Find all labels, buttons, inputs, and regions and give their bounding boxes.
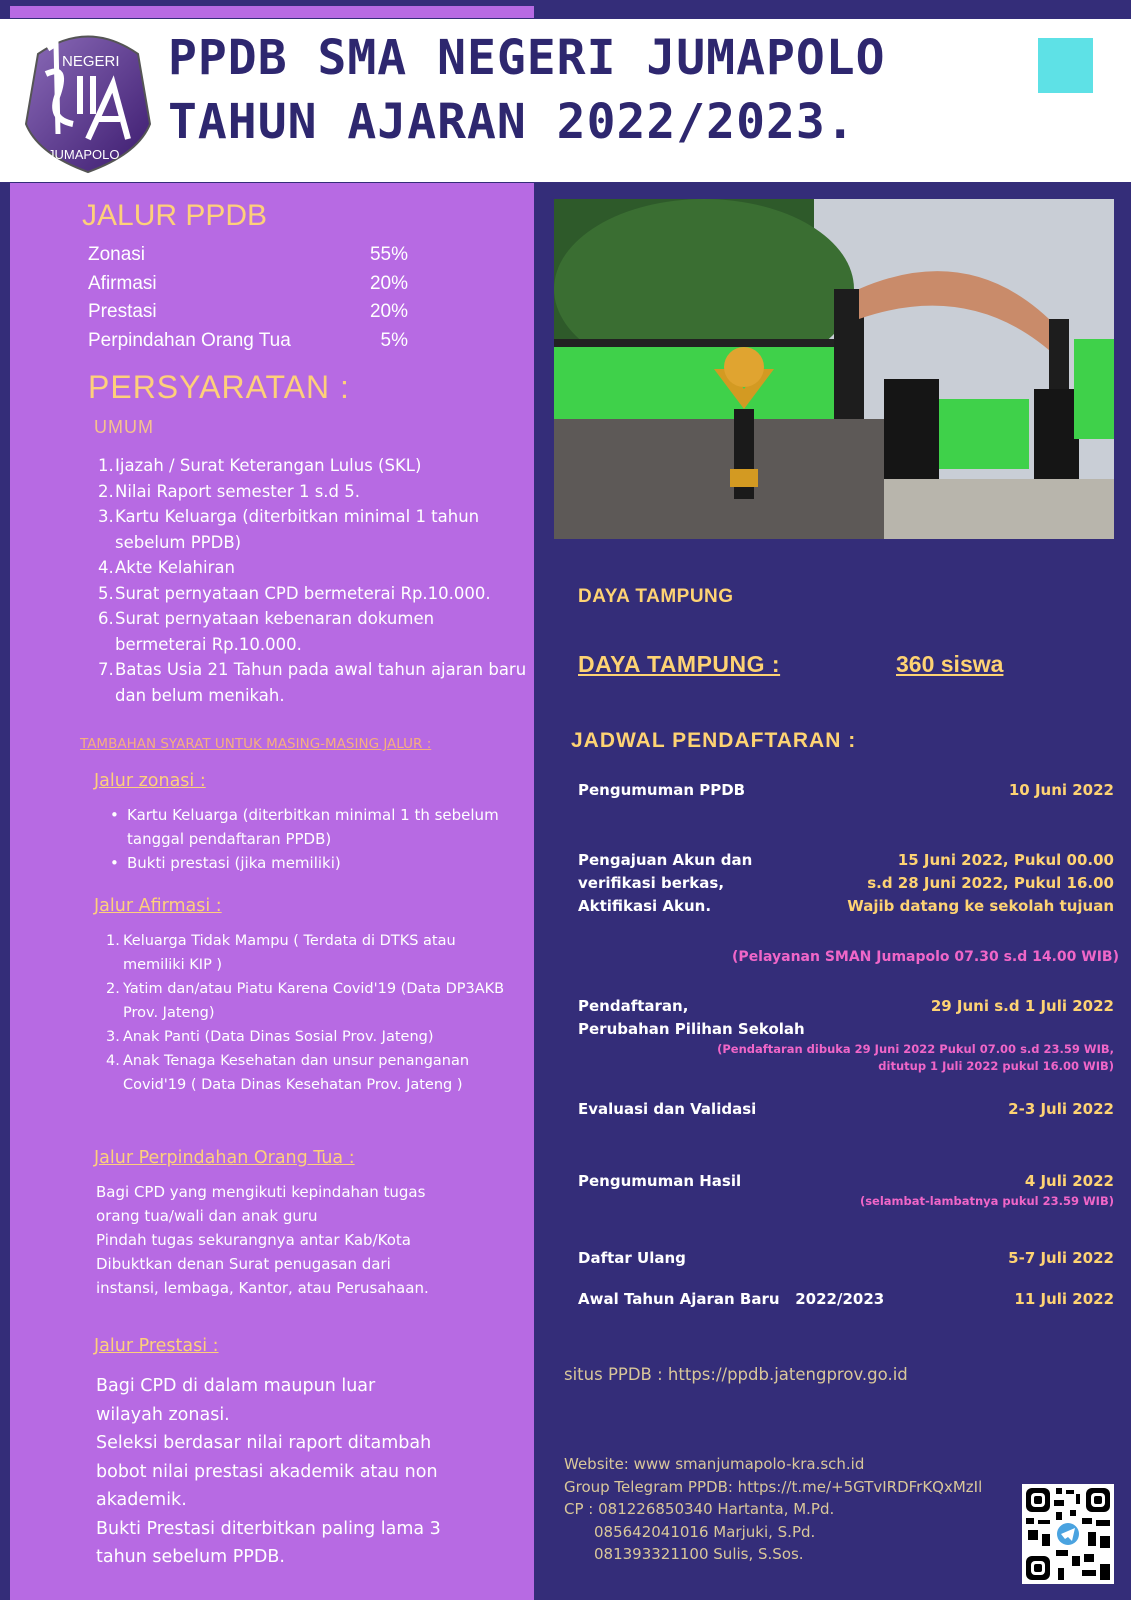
zonasi-list xyxy=(110,803,500,875)
list-item: 6. Surat pernyataan kebenaran dokumen bermeterai Rp.10.000. xyxy=(98,609,435,654)
schedule-label: Awal Tahun Ajaran Baru 2022/2023 xyxy=(578,1290,885,1308)
list-item: 3. Anak Panti (Data Dinas Sosial Prov. Jateng) xyxy=(106,1029,434,1045)
schedule-date: 15 Juni 2022, Pukul 00.00 s.d 28 Juni 2022, Pukul 16.00 Wajib datang ke sekolah tujuan xyxy=(847,851,1114,915)
jalur-perpindahan-title: Jalur Perpindahan Orang Tua : xyxy=(94,1148,355,1168)
jalur-afirmasi-title: Jalur Afirmasi : xyxy=(94,896,222,916)
pelayanan-note: (Pelayanan SMAN Jumapolo 07.30 s.d 14.00 WIB) xyxy=(732,949,1119,965)
page-title xyxy=(168,26,886,154)
situs-ppdb-link[interactable]: situs PPDB : https://ppdb.jatengprov.go.id xyxy=(564,1365,908,1384)
list-item: • Bukti prestasi (jika memiliki) xyxy=(110,854,341,872)
umum-label: UMUM xyxy=(94,417,154,437)
schedule-label: Pengumuman Hasil xyxy=(578,1172,742,1190)
daya-tampung-value: 360 siswa xyxy=(896,651,1004,677)
requirements-column xyxy=(10,183,534,1600)
schedule-note: (selambat-lambatnya pukul 23.59 WIB) xyxy=(859,1194,1114,1208)
list-item: 1. Keluarga Tidak Mampu ( Terdata di DTKS atau memiliki KIP ) xyxy=(106,933,456,973)
prestasi-text: Bagi CPD di dalam maupun luar wilayah zonasi. Seleksi berdasar nilai raport ditambah bobot nilai prestasi akademik atau non akademik. Bukti Prestasi diterbitkan paling lama 3 tahun sebelum PPDB. xyxy=(96,1376,441,1567)
list-item: 7. Batas Usia 21 Tahun pada awal tahun ajaran baru dan belum menikah. xyxy=(98,660,527,705)
jalur-zonasi-title: Jalur zonasi : xyxy=(94,771,206,791)
contact-person-1: CP : 081226850340 Hartanta, M.Pd. xyxy=(564,1500,835,1518)
jalur-row: Afirmasi 20% xyxy=(88,272,408,294)
afirmasi-list xyxy=(106,929,516,1097)
list-item: 3. Kartu Keluarga (diterbitkan minimal 1 tahun sebelum PPDB) xyxy=(98,507,480,552)
jadwal-title: JADWAL PENDAFTARAN : xyxy=(571,729,857,752)
list-item: 2. Yatim dan/atau Piatu Karena Covid'19 (Data DP3AKB Prov. Jateng) xyxy=(106,981,505,1021)
jalur-prestasi-title: Jalur Prestasi : xyxy=(94,1336,219,1356)
teal-accent-square xyxy=(1038,38,1093,93)
schedule-label: Pendaftaran, Perubahan Pilihan Sekolah xyxy=(578,997,805,1038)
contact-person-3: 081393321100 Sulis, S.Sos. xyxy=(594,1545,804,1563)
list-item: 1. Ijazah / Surat Keterangan Lulus (SKL) xyxy=(98,456,422,475)
website-link[interactable]: Website: www smanjumapolo-kra.sch.id xyxy=(564,1455,865,1473)
schedule-date: 10 Juni 2022 xyxy=(1008,781,1114,799)
school-logo xyxy=(18,24,158,174)
contact-info xyxy=(564,1453,982,1566)
perpindahan-text: Bagi CPD yang mengikuti kepindahan tugas orang tua/wali dan anak guru Pindah tugas sekurangnya antar Kab/Kota Dibuktkan denan Surat penugasan dari instansi, lembaga, Kantor, atau Perusahaan. xyxy=(96,1183,429,1297)
daya-tampung-label: DAYA TAMPUNG : xyxy=(578,651,781,677)
title-line-2: TAHUN AJARAN 2022/2023. xyxy=(168,94,856,150)
school-gate-photo xyxy=(554,199,1114,539)
umum-requirements-list xyxy=(98,453,528,708)
daya-tampung-heading: DAYA TAMPUNG xyxy=(578,586,734,607)
list-item: • Kartu Keluarga (diterbitkan minimal 1 th sebelum tanggal pendaftaran PPDB) xyxy=(110,806,499,848)
schedule-date: 2-3 Juli 2022 xyxy=(1008,1100,1114,1118)
jalur-row: Perpindahan Orang Tua 5% xyxy=(88,329,408,351)
schedule-label: Daftar Ulang xyxy=(578,1249,686,1267)
contact-person-2: 085642041016 Marjuki, S.Pd. xyxy=(594,1522,816,1541)
schedule-label: Pengumuman PPDB xyxy=(578,781,746,799)
schedule-date: 4 Juli 2022 xyxy=(1024,1172,1114,1190)
list-item: 4. Akte Kelahiran xyxy=(98,558,235,577)
schedule-label: Pengajuan Akun dan verifikasi berkas, Aktifikasi Akun. xyxy=(578,851,753,915)
schedule-date: 29 Juni s.d 1 Juli 2022 xyxy=(930,997,1114,1015)
jalur-row: Zonasi 55% xyxy=(88,244,408,265)
logo-negeri-text: NEGERI xyxy=(62,53,120,70)
jalur-row: Prestasi 20% xyxy=(88,301,408,322)
list-item: 5. Surat pernyataan CPD bermeterai Rp.10.000. xyxy=(98,583,491,603)
logo-jumapolo-text: JUMAPOLO xyxy=(48,147,120,162)
telegram-qr-code[interactable] xyxy=(1022,1484,1114,1584)
schedule-label: Evaluasi dan Validasi xyxy=(578,1100,757,1118)
schedule-date: 11 Juli 2022 xyxy=(1014,1290,1114,1308)
tambahan-syarat-heading: TAMBAHAN SYARAT UNTUK MASING-MASING JALUR : xyxy=(80,736,432,752)
persyaratan-title: PERSYARATAN : xyxy=(88,369,350,405)
top-accent-strip xyxy=(10,6,534,18)
title-line-1: PPDB SMA NEGERI JUMAPOLO xyxy=(168,30,886,86)
list-item: 2. Nilai Raport semester 1 s.d 5. xyxy=(98,481,360,501)
schedule-date: 5-7 Juli 2022 xyxy=(1008,1249,1114,1267)
schedule-note: (Pendaftaran dibuka 29 Juni 2022 Pukul 07.00 s.d 23.59 WIB, ditutup 1 Juli 2022 pukul 16.00 WIB) xyxy=(717,1042,1114,1073)
jalur-quota-table xyxy=(88,241,408,355)
jalur-ppdb-title: JALUR PPDB xyxy=(82,199,268,232)
schedule-column xyxy=(534,183,1131,1600)
list-item: 4. Anak Tenaga Kesehatan dan unsur penanganan Covid'19 ( Data Dinas Kesehatan Prov. Jateng ) xyxy=(106,1053,470,1093)
telegram-link[interactable]: Group Telegram PPDB: https://t.me/+5GTvIRDFrKQxMzIl xyxy=(564,1477,983,1496)
